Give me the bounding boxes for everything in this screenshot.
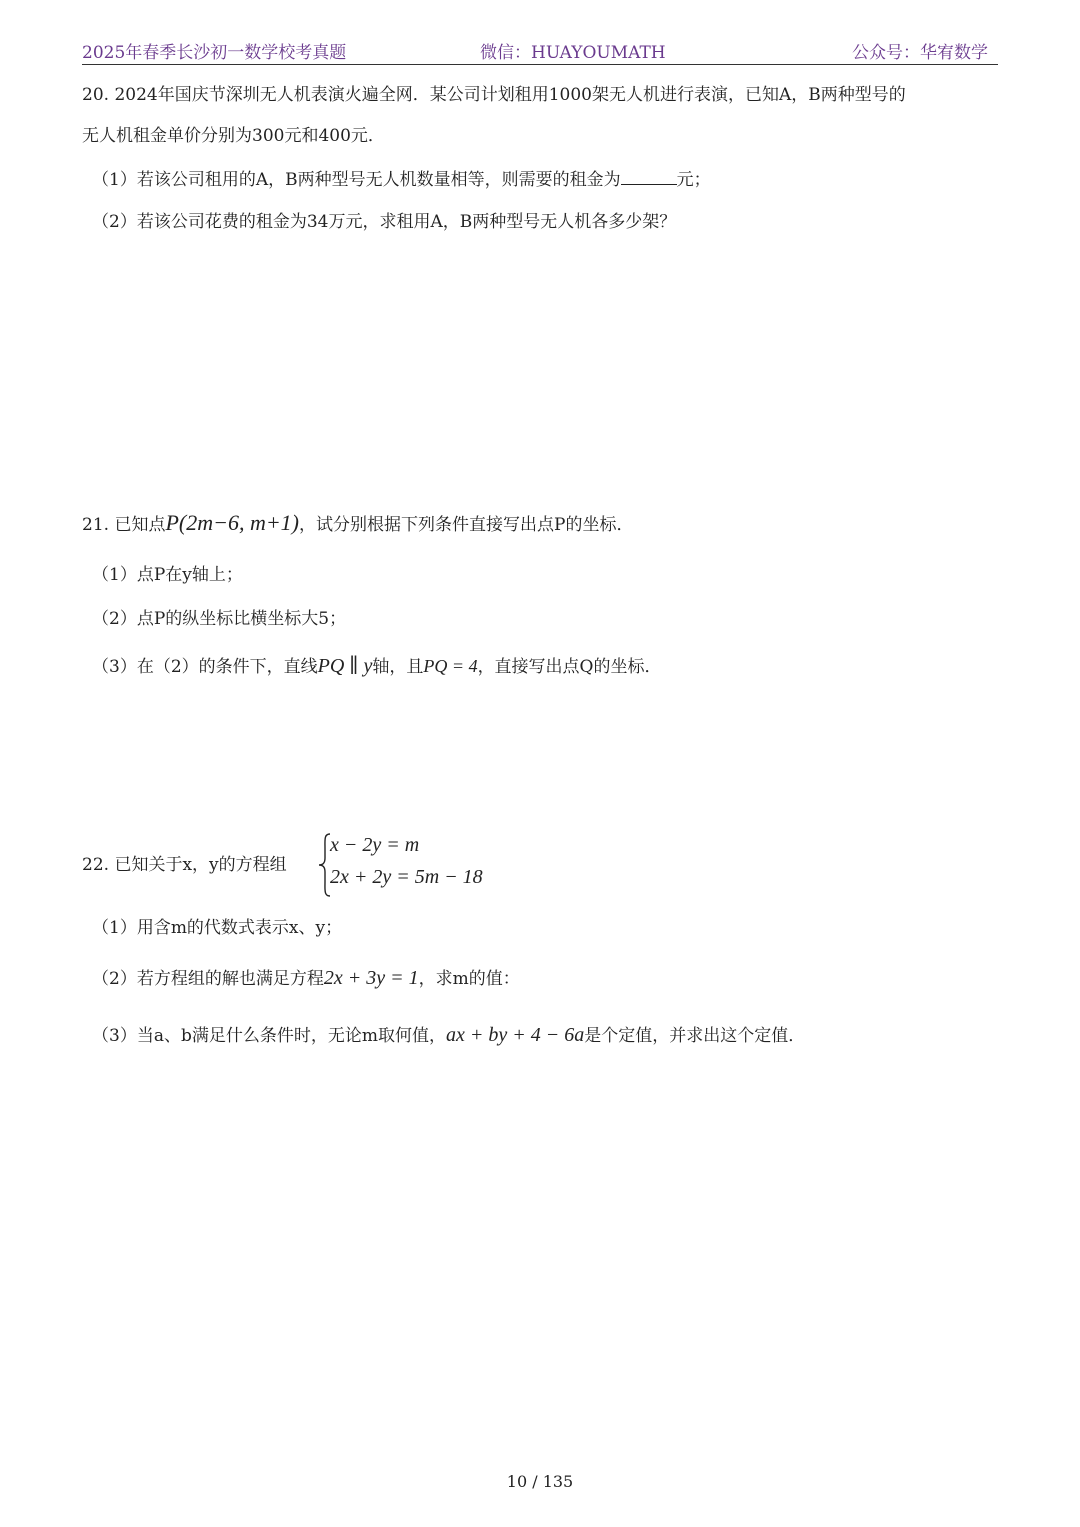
q22-part3 — [92, 1022, 805, 1049]
q20-part1-text: （1）若该公司租用的A，B两种型号无人机数量相等，则需要的租金为 — [92, 170, 621, 190]
q21-length-expression: PQ = 4 — [423, 656, 478, 676]
page-header — [82, 36, 998, 65]
q22-equation-system — [318, 832, 488, 898]
q22-stem: 22. 已知关于x，y的方程组 — [82, 855, 287, 875]
q22-extra-equation: 2x + 3y = 1 — [323, 967, 419, 989]
q21-part3-text-a: （3）在（2）的条件下，直线 — [92, 657, 318, 677]
q21-point-expression: P(2m−6, m+1) — [165, 510, 300, 535]
q21-part1: （1）点P在y轴上； — [92, 565, 243, 585]
q21-parallel-expression: PQ ∥ y — [317, 655, 373, 677]
q22-part2 — [92, 965, 520, 992]
q21-lead: 21. 已知点 — [82, 515, 166, 535]
q20-answer-blank — [621, 166, 677, 185]
q20-part1 — [92, 166, 711, 193]
q21-part2: （2）点P的纵坐标比横坐标大5； — [92, 609, 347, 629]
q21-part3-text-c: ，直接写出点Q的坐标． — [477, 657, 662, 677]
q20-stem-line2: 无人机租金单价分别为300元和400元． — [82, 126, 385, 146]
q21-tail: ，试分别根据下列条件直接写出点P的坐标． — [299, 515, 634, 535]
page-number: 10 / 135 — [506, 1472, 574, 1491]
q20-part2: （2）若该公司花费的租金为34万元，求租用A，B两种型号无人机各多少架？ — [92, 212, 677, 232]
header-wechat: 微信：HUAYOUMATH — [480, 43, 666, 63]
q22-equation-1: x − 2y = m — [330, 834, 420, 856]
q22-part3-text-b: 是个定值，并求出这个定值． — [584, 1026, 806, 1046]
q21-part3-text-b: 轴，且 — [372, 657, 424, 677]
q22-part2-text-b: ，求m的值： — [418, 969, 520, 989]
q22-part1: （1）用含m的代数式表示x、y； — [92, 918, 343, 938]
q22-part2-text-a: （2）若方程组的解也满足方程 — [92, 969, 324, 989]
header-left-title: 2025年春季长沙初一数学校考真题 — [82, 43, 347, 63]
q22-equation-2: 2x + 2y = 5m − 18 — [330, 866, 483, 888]
q22-linear-expression: ax + by + 4 − 6a — [445, 1024, 585, 1046]
q20-stem-line1: 20. 2024年国庆节深圳无人机表演火遍全网．某公司计划租用1000架无人机进行表演，已知A，B两种型号的 — [82, 85, 906, 105]
header-public-account: 公众号：华宥数学 — [852, 43, 988, 63]
q21-stem — [82, 510, 633, 538]
q20-part1-unit: 元； — [676, 170, 711, 190]
q21-part3 — [92, 653, 662, 680]
q22-part3-text-a: （3）当a、b满足什么条件时，无论m取何值， — [92, 1026, 446, 1046]
